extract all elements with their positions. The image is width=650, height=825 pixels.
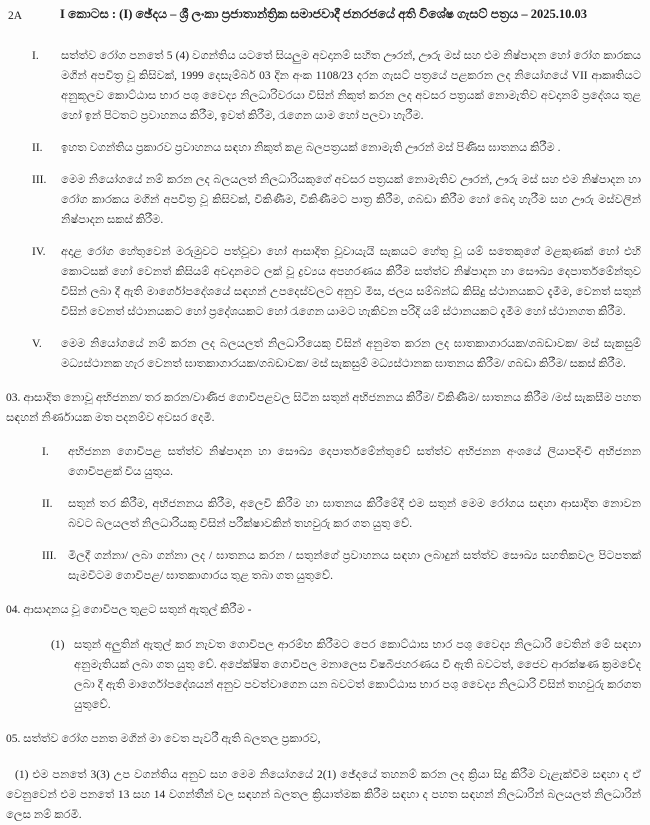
item-numeral: II. (42, 498, 53, 510)
section-04-item-1 (6, 635, 641, 715)
item-numeral: I. (32, 50, 39, 62)
item-numeral: V. (32, 338, 42, 350)
section-04 (6, 600, 641, 715)
item-text: අභිජනන ගොවිපළ සත්ත්ව නිෂ්පාදන හා සෞඛ්‍ය දෙපාර්තමේන්තුවේ සත්ත්ව අභිජනන අංශයේ ලියාපදිංචි අභිජනන ගොවිපළක් විය යුතුය. (68, 446, 641, 478)
item-numeral: III. (42, 550, 57, 562)
item-numeral: II. (32, 142, 43, 154)
section-03-item-3 (6, 546, 641, 586)
gazette-title: I කොටස : (I) ඡේදය – ශ්‍රී ලංකා ප්‍රජාතාන්ත්‍රික සමාජවාදී ජනරජයේ අති විශේෂ ගැසට් පත්‍රය – 2025.10.03 (60, 7, 587, 21)
item-numeral: (1) (51, 639, 65, 651)
item-text: ඉහත වගන්තිය ප්‍රකාරව ප්‍රවාහනය සඳහා නිකුත් කළ බලපත්‍රයක් නොමැති ඌරන් මස් පිණිස ඝාතනය කිරීම . (61, 142, 561, 154)
page-header (6, 6, 641, 28)
section-03 (6, 388, 641, 586)
section-05-paragraph: (1) එම පනතේ 3(3) උප වගන්තිය අනුව සහ මෙම නියෝගයේ 2(1) ඡේදයේ තහනම් කරන ලද ක්‍රියා සිදු කිරීම වැළැක්වීම සඳහා ද ඒ වෙනුවෙන් එම පනතේ 13 සහ 14 වගන්තීන් වල සඳහන් බලතල ක්‍රියාත්මක කිරීම සඳහා ද පහත සඳහන් නිලධාරින් බලයලත් නිලධාරින් ලෙස නම් කරමි. (6, 769, 641, 821)
item-text: සතුන් අලුතින් ඇතුල් කර නැවත ගොවිපල ආරම්භ කිරීමට පෙර කොට්ඨාස භාර පශු වෛද්‍ය නිලධාරි වෙතින් මේ සඳහා අනුමැතියක් ලබා ගත යුතු වේ. අපේක්ෂිත ගොවිපල මනාලෙස විෂබීජහරණය වී ඇති බවටත්, ජෛව ආරක්ෂණ ක්‍රමවේද ලබා දී ඇති මාර්ගෝපදේශයන් අනුව පවත්වාගෙන යන බවටත් කොට්ඨාස භාර පශු වෛද්‍ය නිලධාරි විසින් තහවුරු කරගත යුතුවේ. (74, 639, 641, 711)
item-text: සත්ත්ව රෝග පනතේ 5 (4) වගන්තිය යටතේ සියලුම අවදානම් සහිත ඌරන්, ඌරු මස් සහ එම නිෂ්පාදන හෝ රෝග කාරකය මගින් අපවිත්‍ර වූ කිසිවක්, 1999 දෙසැම්බර් 03 දින අංක 1108/23 දරන ගැසට් පත්‍රයේ පළකරන ලද නියෝගයේ VII ආකෘතියට අනුකූලව කොට්ඨාස භාර පශු වෛද්‍ය නිලධාරිවරයා විසින් නිකුත් කරන ලද අවසර පත්‍රයක් නොමැතිව අවදානම් ප්‍රදේශය තුළ හෝ ඉන් පිටතට ප්‍රවාහනය කිරීම, ඉවත් කිරීම, රැගෙන යාම හෝ පලවා හැරීම. (61, 50, 641, 122)
section-03-item-2 (6, 494, 641, 534)
prohibited-act-item-1 (6, 46, 641, 126)
section-03-item-1 (6, 442, 641, 482)
item-text: අදාළ රෝග හේතුවෙන් මරුමුවට පත්වූවා හෝ ආසාදිත වූවායැයි සැකයට හේතු වූ යම් සතෙකුගේ මළකුණක් හෝ එහි කොටසක් හෝ වෙනත් කිසියම් අවදානමට ලක් වූ ද්‍රව්‍යය අපහරණය කිරීම සත්ත්ව නිෂ්පාදන හා සෞඛ්‍ය දෙපාර්තමේන්තුව විසින් ලබා දී ඇති මාර්ගෝපදේශයේ සඳහන් උපදෙස්වලට අනුව මිස, ජලය සම්බන්ධ කිසිදු ස්ථානයකට දැමීම, වෙනත් සතුන් විසින් වෙනත් ස්ථානයකට හෝ ප්‍රදේශයකට හෝ රැගෙන යාමට හැකිවන පරිදි යම් ස්ථානයකට දැමීම හෝ ස්ථානගත කිරීම. (61, 246, 641, 318)
item-numeral: I. (42, 446, 49, 458)
prohibited-act-item-4 (6, 242, 641, 322)
section-04-heading: 04. ආසාදනය වූ ගොවිපල තුළට සතුන් ඇතුල් කිරීම - (6, 604, 252, 616)
page-number: 2A (8, 10, 23, 22)
prohibited-act-item-5 (6, 334, 641, 374)
section-05-heading: 05. සත්ත්ව රෝග පනත මගින් මා වෙත පැවරී ඇති බලතල ප්‍රකාරව, (6, 733, 321, 745)
section-03-heading: 03. ආසාදිත නොවූ අභිජනන/ තර කරන/වාණිජ ගොවිපළවල සිටින සතුන් අභිජනනය කිරීම/ විකිණීම/ ඝාතනය කිරීම /මස් සැකසීම පහත සඳහන් නිර්ණායක මත පදනම්ව අවසර දෙමි. (6, 392, 641, 424)
section-05 (6, 729, 641, 825)
item-numeral: III. (32, 174, 47, 186)
prohibited-act-item-3 (6, 170, 641, 230)
item-numeral: IV. (32, 246, 46, 258)
prohibited-acts-list (6, 46, 641, 374)
item-text: මෙම නියෝගයේ නම් කරන ලද බලයලත් නිලධාරියෙකු විසින් අනුමත කරන ලද ඝාතකාගාරයක/ගබඩාවක/ මස් සැකසුම් මධ්‍යස්ථානක හැර වෙනත් ඝාතකාගාරයක/ගබඩාවක/ මස් සැකසුම් මධ්‍යස්ථානක ඝාතනය කිරීම/ ගබඩා කිරීම/ සකස් කිරීම. (61, 338, 641, 370)
item-text: මිලදී ගන්නා/ ලබා ගන්නා ලද / ඝාතනය කරන / සතුන්ගේ ප්‍රවාහනය සඳහා ලබාදුන් සත්ත්ව සෞඛ්‍ය සහතිකවල පිටපතක් සැමවිටම ගොවිපළ/ ඝාතකාගාරය තුළ තබා ගත යුතුවේ. (68, 550, 641, 582)
prohibited-act-item-2 (6, 138, 641, 158)
item-text: මෙම නියෝගයේ නම් කරන ලද බලයලත් නිලධාරියකුගේ අවසර පත්‍රයක් නොමැතිව ඌරන්, ඌරු මස් සහ එම නිෂ්පාදන හා රෝග කාරකය මගින් අපවිත්‍ර වූ කිසිවක්, විකිණීම, විකිණීමට පාත්‍ර කිරීම, ගබඩා කිරීම හෝ බෙදා හැරීම සහ ඌරු මස්වලින් නිෂ්පාදන සකස් කිරීම. (61, 174, 641, 226)
item-text: සතුන් තර කිරීම, අභිජනනය කිරීම, අලෙවි කිරීම හා ඝාතනය කිරීමේදී එම සතුන් මෙම රෝගය සඳහා ආසාදිත නොවන බවට බලයලත් නිලධාරියකු විසින් පරීක්ෂාවකින් තහවුරු කර ගත යුතු වේ. (68, 498, 641, 530)
